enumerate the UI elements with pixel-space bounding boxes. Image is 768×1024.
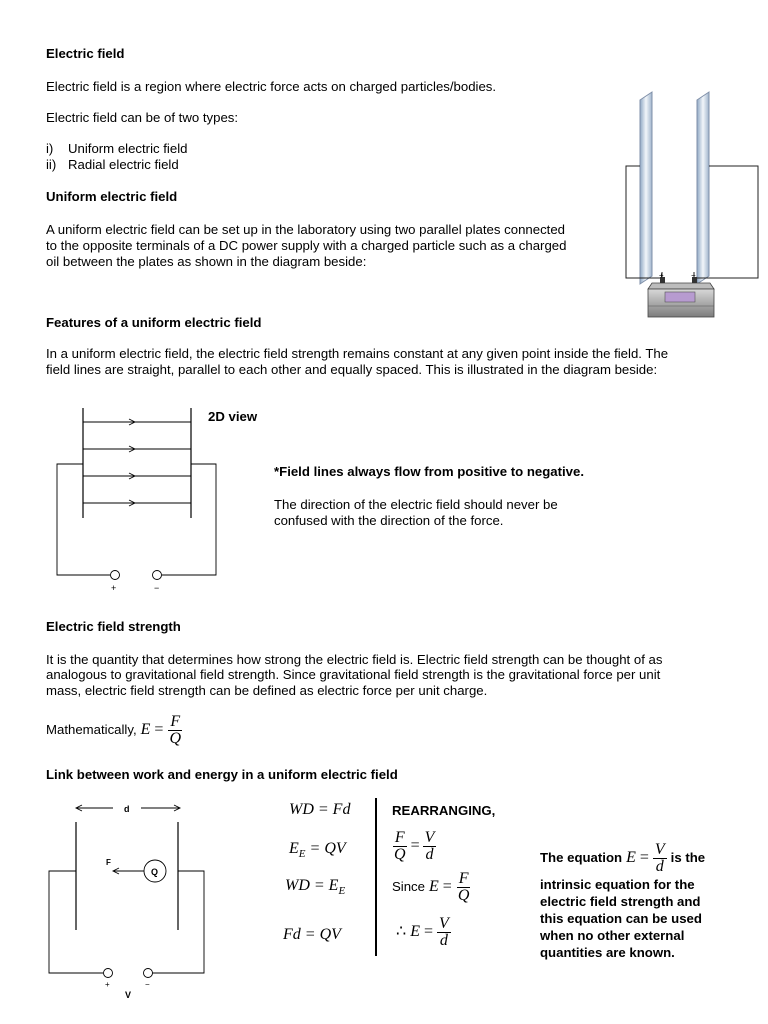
equation-work-done: WD = Fd [289, 801, 351, 818]
note-text-line-1: The direction of the electric field should never be [274, 497, 558, 512]
parallel-plates-battery-illustration [610, 88, 765, 328]
heading-work-energy: Link between work and energy in a uniform electric field [46, 767, 398, 782]
intrinsic-line-4: when no other external [540, 928, 685, 943]
svg-text:−: − [145, 980, 150, 989]
field-lines-2d-diagram [50, 400, 230, 595]
features-para-line-1: In a uniform electric field, the electric field strength remains constant at any given point inside the field. The [46, 346, 669, 361]
negative-terminal [153, 571, 162, 580]
rearranged-ratio: $\frac{F}{Q}$ = $\frac{V}{d}$ [394, 828, 435, 863]
type-uniform: Uniform electric field [68, 141, 188, 156]
intrinsic-line-1: intrinsic equation for the [540, 877, 695, 892]
equation-fd-qv: Fd = QV [283, 926, 341, 943]
voltage-label: V [125, 990, 132, 1000]
equation-wd-equals-e: WD = $E_E$ [285, 877, 346, 898]
heading-electric-field: Electric field [46, 46, 125, 61]
work-energy-diagram [45, 798, 215, 1003]
uniform-para-line-2: to the opposite terminals of a DC power supply with a charged particle such as a charged [46, 238, 567, 253]
intrinsic-equation-intro: The equation E = $\frac{V}{d}$ is the [540, 840, 706, 875]
uniform-para-line-1: A uniform electric field can be set up in the laboratory using two parallel plates connected [46, 222, 566, 237]
svg-text:Q: Q [151, 867, 159, 877]
view-label: 2D view [208, 409, 258, 424]
field-direction-note: *Field lines always flow from positive to negative. [274, 464, 584, 479]
type-radial: Radial electric field [68, 157, 179, 172]
positive-terminal [111, 571, 120, 580]
svg-text:−: − [691, 271, 696, 280]
intrinsic-line-5: quantities are known. [540, 945, 675, 960]
since-equation: Since E = $\frac{F}{Q}$ [392, 869, 470, 904]
force-label: F [106, 858, 111, 867]
therefore-equation: ∴ E = $\frac{V}{d}$ [396, 914, 449, 949]
negative-plate [697, 92, 709, 284]
field-strength-formula: Mathematically, E = $\frac{F}{Q}$ [46, 712, 182, 747]
heading-features: Features of a uniform electric field [46, 315, 262, 330]
heading-field-strength: Electric field strength [46, 619, 181, 634]
svg-text:+: + [659, 271, 664, 280]
plus-sign: + [111, 583, 117, 593]
heading-uniform-field: Uniform electric field [46, 189, 178, 204]
strength-para-line-3: mass, electric field strength can be defined as electric force per unit charge. [46, 683, 488, 698]
intrinsic-line-3: this equation can be used [540, 911, 702, 926]
equation-energy: $E_E$ = QV [289, 840, 346, 861]
uniform-para-line-3: oil between the plates as shown in the diagram beside: [46, 254, 367, 269]
type-num-2: ii) [46, 157, 57, 172]
intrinsic-line-2: electric field strength and [540, 894, 701, 909]
note-text-line-2: confused with the direction of the force. [274, 513, 504, 528]
strength-para-line-2: analogous to gravitational field strength. Since gravitational field strength is the gravitational force per unit [46, 667, 661, 682]
electric-field-definition: Electric field is a region where electric force acts on charged particles/bodies. [46, 79, 497, 94]
features-para-line-2: field lines are straight, parallel to each other and equally spaced. This is illustrated in the diagram beside: [46, 362, 658, 377]
strength-para-line-1: It is the quantity that determines how strong the electric field is. Electric field strength can be thought of as [46, 652, 663, 667]
types-intro: Electric field can be of two types: [46, 110, 239, 125]
positive-plate [640, 92, 652, 284]
field-lines [83, 419, 191, 506]
svg-text:+: + [105, 980, 110, 989]
rearranging-label: REARRANGING, [392, 803, 496, 818]
divider-line [375, 798, 377, 956]
minus-sign: − [154, 583, 160, 593]
type-num-1: i) [46, 141, 54, 156]
distance-label: d [124, 804, 130, 814]
